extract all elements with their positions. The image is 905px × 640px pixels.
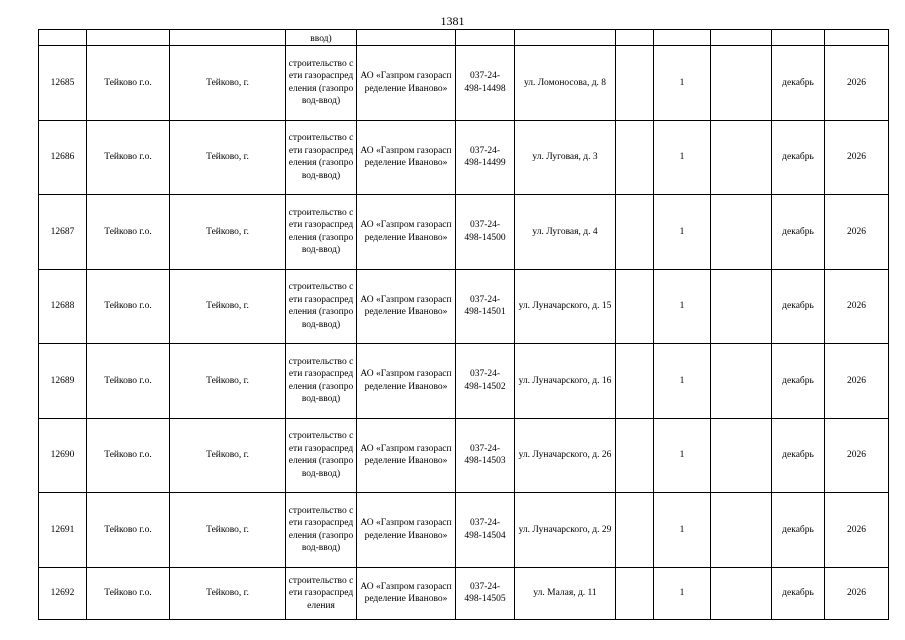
work-type-text: строительство сети газораспределения (газопровод-ввод) <box>288 58 354 107</box>
work-type-cell <box>286 269 357 344</box>
locality-cell: Тейково, г. <box>170 567 286 619</box>
locality-cell: Тейково, г. <box>170 120 286 195</box>
code-cell <box>456 269 515 344</box>
quantity-cell: 1 <box>654 567 711 619</box>
year-cell: 2026 <box>825 269 889 344</box>
empty-cell <box>616 120 654 195</box>
month-cell: декабрь <box>772 493 825 568</box>
code-part-b: 498-14499 <box>464 158 506 169</box>
work-type-text: строительство сети газораспределения <box>288 576 354 611</box>
empty-cell <box>711 195 772 270</box>
organization-cell: АО «Газпром газораспределение Иваново» <box>357 120 456 195</box>
work-type-text: строительство сети газораспределения (газопровод-ввод) <box>288 431 354 479</box>
empty-cell <box>711 567 772 619</box>
municipality-cell: Тейково г.о. <box>87 493 170 568</box>
code-part-a: 037-24- <box>469 145 501 156</box>
month-cell: декабрь <box>772 344 825 419</box>
organization-cell: АО «Газпром газораспределение Иваново» <box>357 493 456 568</box>
empty-cell <box>711 418 772 493</box>
empty-cell <box>711 344 772 419</box>
row-number-cell: 12685 <box>39 46 87 121</box>
year-cell: 2026 <box>825 120 889 195</box>
empty-cell <box>616 493 654 568</box>
code-part-a: 037-24- <box>469 294 501 305</box>
year-cell: 2026 <box>825 46 889 121</box>
table-row <box>39 418 889 493</box>
month-cell: декабрь <box>772 46 825 121</box>
row-number-cell: 12687 <box>39 195 87 270</box>
work-type-cell: ввод) <box>286 30 357 46</box>
organization-cell: АО «Газпром газораспределение Иваново» <box>357 46 456 121</box>
row-number-cell: 12689 <box>39 344 87 419</box>
year-cell: 2026 <box>825 344 889 419</box>
quantity-cell: 1 <box>654 46 711 121</box>
year-cell: 2026 <box>825 418 889 493</box>
locality-cell: Тейково, г. <box>170 344 286 419</box>
quantity-cell: 1 <box>654 493 711 568</box>
code-part-b: 498-14505 <box>464 594 506 604</box>
locality-cell: Тейково, г. <box>170 269 286 344</box>
month-cell: декабрь <box>772 120 825 195</box>
work-type-cell <box>286 46 357 121</box>
organization-cell: АО «Газпром газораспределение Иваново» <box>357 567 456 619</box>
locality-cell: Тейково, г. <box>170 493 286 568</box>
year-cell: 2026 <box>825 567 889 619</box>
document-table <box>38 29 889 620</box>
code-part-b: 498-14504 <box>464 530 506 541</box>
row-number-cell: 12688 <box>39 269 87 344</box>
address-cell: ул. Луговая, д. 4 <box>515 195 616 270</box>
empty-cell <box>616 269 654 344</box>
work-type-cell <box>286 493 357 568</box>
organization-cell: АО «Газпром газораспределение Иваново» <box>357 344 456 419</box>
municipality-cell: Тейково г.о. <box>87 269 170 344</box>
month-cell: декабрь <box>772 418 825 493</box>
address-cell: ул. Луначарского, д. 29 <box>515 493 616 568</box>
organization-cell: АО «Газпром газораспределение Иваново» <box>357 269 456 344</box>
code-part-a: 037-24- <box>469 443 501 454</box>
code-part-a: 037-24- <box>469 581 501 592</box>
municipality-cell: Тейково г.о. <box>87 567 170 619</box>
row-number-cell: 12692 <box>39 567 87 619</box>
continuation-row <box>39 30 889 46</box>
code-part-b: 498-14501 <box>464 307 506 318</box>
code-part-b: 498-14503 <box>464 456 506 467</box>
code-cell <box>456 46 515 121</box>
empty-cell <box>616 418 654 493</box>
code-part-a: 037-24- <box>469 518 501 529</box>
address-cell: ул. Луначарского, д. 15 <box>515 269 616 344</box>
row-number-cell: 12691 <box>39 493 87 568</box>
address-cell: ул. Луначарского, д. 16 <box>515 344 616 419</box>
work-type-cell <box>286 120 357 195</box>
year-cell: 2026 <box>825 195 889 270</box>
empty-cell <box>616 567 654 619</box>
work-type-text: строительство сети газораспределения (газопровод-ввод) <box>288 505 354 554</box>
code-cell <box>456 344 515 419</box>
table-row <box>39 344 889 419</box>
municipality-cell: Тейково г.о. <box>87 418 170 493</box>
code-part-b: 498-14502 <box>464 381 506 392</box>
address-cell: ул. Ломоносова, д. 8 <box>515 46 616 121</box>
year-cell: 2026 <box>825 493 889 568</box>
code-cell <box>456 493 515 568</box>
code-part-b: 498-14498 <box>464 83 506 94</box>
work-type-text: строительство сети газораспределения (газопровод-ввод) <box>288 133 354 181</box>
empty-cell <box>711 269 772 344</box>
month-cell: декабрь <box>772 195 825 270</box>
work-type-cell <box>286 567 357 619</box>
empty-cell <box>616 344 654 419</box>
code-cell <box>456 418 515 493</box>
row-number-cell: 12686 <box>39 120 87 195</box>
address-cell: ул. Малая, д. 11 <box>515 567 616 619</box>
work-type-cell <box>286 344 357 419</box>
quantity-cell: 1 <box>654 195 711 270</box>
empty-cell <box>711 493 772 568</box>
organization-cell: АО «Газпром газораспределение Иваново» <box>357 195 456 270</box>
code-part-a: 037-24- <box>469 71 501 82</box>
quantity-cell: 1 <box>654 120 711 195</box>
address-cell: ул. Луговая, д. 3 <box>515 120 616 195</box>
address-cell: ул. Луначарского, д. 26 <box>515 418 616 493</box>
row-number-cell: 12690 <box>39 418 87 493</box>
work-type-cell <box>286 418 357 493</box>
empty-cell <box>616 195 654 270</box>
code-part-a: 037-24- <box>469 369 501 380</box>
table-row <box>39 567 889 619</box>
organization-cell: АО «Газпром газораспределение Иваново» <box>357 418 456 493</box>
empty-cell <box>711 120 772 195</box>
month-cell: декабрь <box>772 269 825 344</box>
code-part-a: 037-24- <box>469 220 501 231</box>
municipality-cell: Тейково г.о. <box>87 195 170 270</box>
work-type-cell <box>286 195 357 270</box>
quantity-cell: 1 <box>654 344 711 419</box>
table-row <box>39 46 889 121</box>
table-row <box>39 493 889 568</box>
locality-cell: Тейково, г. <box>170 46 286 121</box>
code-part-b: 498-14500 <box>464 232 506 243</box>
quantity-cell: 1 <box>654 418 711 493</box>
municipality-cell: Тейково г.о. <box>87 344 170 419</box>
code-cell <box>456 195 515 270</box>
page-number: 1381 <box>440 14 465 28</box>
work-type-text: строительство сети газораспределения (газопровод-ввод) <box>288 282 354 330</box>
code-cell <box>456 120 515 195</box>
code-cell <box>456 567 515 619</box>
month-cell: декабрь <box>772 567 825 619</box>
work-type-text: строительство сети газораспределения (газопровод-ввод) <box>288 207 354 256</box>
work-type-text: строительство сети газораспределения (газопровод-ввод) <box>288 356 354 405</box>
locality-cell: Тейково, г. <box>170 418 286 493</box>
quantity-cell: 1 <box>654 269 711 344</box>
table-row <box>39 120 889 195</box>
empty-cell <box>616 46 654 121</box>
locality-cell: Тейково, г. <box>170 195 286 270</box>
table-row <box>39 269 889 344</box>
empty-cell <box>711 46 772 121</box>
table-row <box>39 195 889 270</box>
municipality-cell: Тейково г.о. <box>87 46 170 121</box>
municipality-cell: Тейково г.о. <box>87 120 170 195</box>
